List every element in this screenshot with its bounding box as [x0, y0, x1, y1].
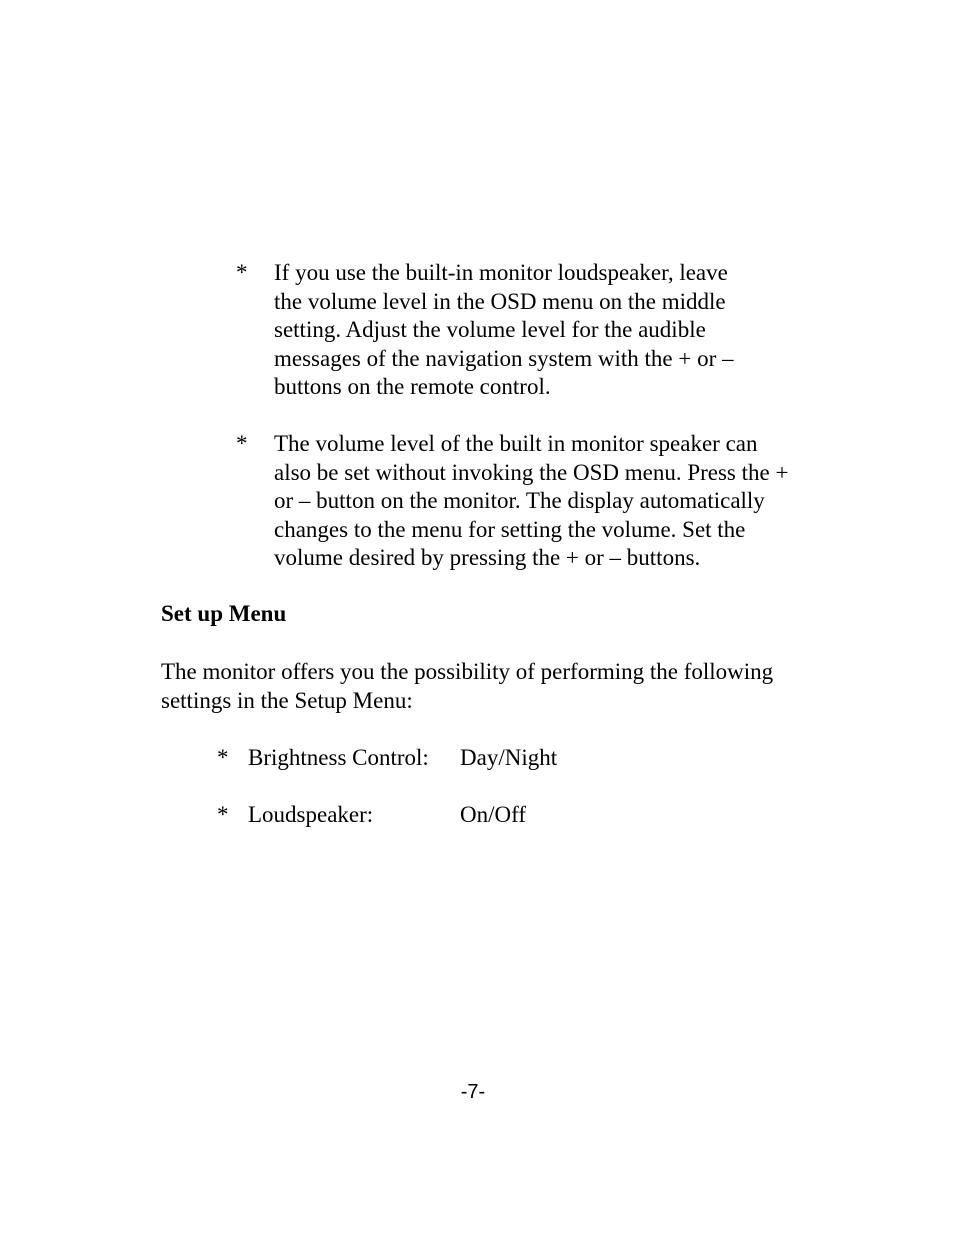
setting-name: Brightness Control: — [248, 745, 429, 770]
section-heading: Set up Menu — [161, 601, 287, 626]
setting-value: Day/Night — [460, 745, 558, 770]
section-intro-line: settings in the Setup Menu: — [161, 688, 413, 713]
setting-item-loudspeaker — [217, 802, 717, 832]
setting-name: Loudspeaker: — [248, 802, 374, 827]
bullet-text-line: buttons on the remote control. — [274, 374, 551, 400]
page-number: -7- — [460, 1081, 486, 1103]
bullet-text-line: also be set without invoking the OSD menu. Press the + — [274, 459, 789, 485]
setting-marker: * — [217, 802, 229, 827]
setting-item-brightness — [217, 745, 717, 775]
section-intro-line: The monitor offers you the possibility of performing the following — [161, 659, 774, 684]
bullet-text-line: changes to the menu for setting the volume. Set the — [274, 516, 746, 542]
bullet-text-line: or – button on the monitor. The display automatically — [274, 488, 765, 514]
bullet-text-line: The volume level of the built in monitor speaker can — [274, 431, 758, 456]
bullet-marker: * — [236, 431, 248, 456]
bullet-text-line: messages of the navigation system with the + or – — [274, 345, 734, 371]
bullet-text-line: setting. Adjust the volume level for the audible — [274, 317, 706, 343]
bullet-text-line: the volume level in the OSD menu on the middle — [274, 288, 726, 314]
bullet-text-line: volume desired by pressing the + or – buttons. — [274, 545, 701, 571]
bullet-marker: * — [236, 260, 248, 285]
setting-marker: * — [217, 745, 229, 770]
bullet-text-line: If you use the built-in monitor loudspeaker, leave — [274, 260, 728, 285]
setting-value: On/Off — [460, 802, 527, 827]
